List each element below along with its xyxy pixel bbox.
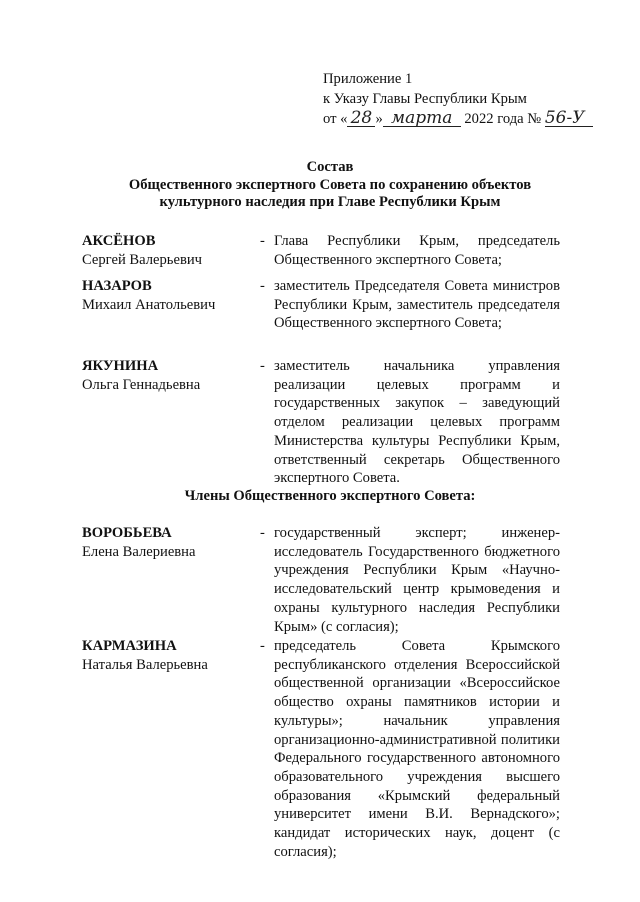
appendix-date-line	[323, 109, 623, 129]
title-line-3: культурного наследия при Главе Республики Крым	[159, 194, 501, 210]
member-surname: ЯКУНИНА	[82, 358, 159, 374]
entry-dash: -	[260, 278, 265, 294]
handwritten-decree-number: 56-У	[545, 110, 593, 127]
member-given-name: Наталья Валерьевна	[82, 656, 208, 673]
title-line-1: Состав	[306, 159, 354, 175]
member-name	[82, 524, 252, 561]
member-given-name: Елена Валериевна	[82, 543, 196, 560]
member-surname: КАРМАЗИНА	[82, 638, 177, 654]
member-name	[82, 357, 252, 394]
date-prefix: от «	[323, 111, 348, 127]
member-role: государственный эксперт; инженер-исследователь Государственного бюджетного учреждения Республики Крым «Научно-исследовательский центр крымоведения и охраны культурного наследия Республики Крым» (с согласия);	[274, 525, 560, 635]
member-given-name: Сергей Валерьевич	[82, 251, 202, 268]
members-heading: Члены Общественного экспертного Совета:	[184, 488, 476, 504]
appendix-line-1: Приложение 1	[323, 71, 413, 87]
member-name	[82, 232, 252, 269]
member-role: председатель Совета Крымского республиканского отделения Всероссийской общественной организации «Всероссийское общество охраны памятников истории и культуры»; начальник управления организационно-административной политики Федерального государственного автономного образовательного учреждения высшего образования «Крымский федеральный университет имени В.И. Вернадского»; кандидат исторических наук, доцент (с согласия);	[274, 638, 560, 860]
entry-dash: -	[260, 358, 265, 374]
handwritten-day: 28	[347, 110, 375, 127]
member-role: заместитель начальника управления реализации целевых программ и государственных закупок – заведующий отделом реализации целевых программ Министерства культуры Республики Крым, ответственный секретарь Общественного экспертного Совета.	[274, 358, 560, 487]
handwritten-month: марта	[383, 110, 461, 127]
member-given-name: Михаил Анатольевич	[82, 296, 216, 313]
appendix-line-2: к Указу Главы Республики Крым	[323, 91, 527, 107]
appendix-header	[323, 69, 623, 129]
member-given-name: Ольга Геннадьевна	[82, 376, 201, 393]
member-role: заместитель Председателя Совета министров Республики Крым, заместитель председателя Общественного экспертного Совета;	[274, 278, 560, 332]
member-surname: НАЗАРОВ	[82, 278, 152, 294]
title-line-2: Общественного экспертного Совета по сохранению объектов	[128, 176, 532, 193]
entry-dash: -	[260, 638, 265, 654]
member-role: Глава Республики Крым, председатель Общественного экспертного Совета;	[274, 233, 560, 268]
member-surname: АКСЁНОВ	[82, 233, 156, 249]
entry-dash: -	[260, 233, 265, 249]
member-name	[82, 637, 252, 674]
member-surname: ВОРОБЬЕВА	[82, 525, 172, 541]
date-mid: »	[375, 111, 383, 127]
document-title	[80, 159, 580, 212]
date-year: 2022 года №	[460, 111, 545, 127]
entry-dash: -	[260, 525, 265, 541]
member-name	[82, 277, 252, 314]
